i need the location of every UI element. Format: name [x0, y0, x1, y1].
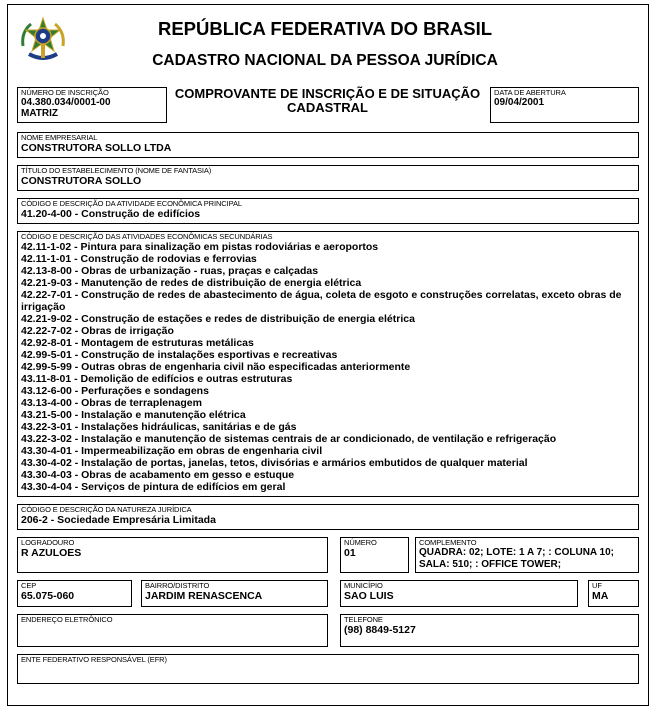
logradouro-label: LOGRADOURO — [21, 538, 75, 547]
municipio-label: MUNICÍPIO — [344, 581, 383, 590]
atividade-secundaria-item: 43.30-4-02 - Instalação de portas, janelas, tetos, divisórias e armários embutidos de qualquer material — [21, 457, 528, 469]
atividade-secundaria-item: 43.30-4-01 - Impermeabilização em obras de engenharia civil — [21, 445, 323, 457]
cep-label: CEP — [21, 581, 37, 590]
natureza-value: 206-2 - Sociedade Empresária Limitada — [21, 514, 216, 526]
registry-heading: CADASTRO NACIONAL DA PESSOA JURÍDICA — [152, 52, 498, 69]
abertura-value: 09/04/2001 — [494, 97, 545, 108]
numero-label: NÚMERO — [344, 538, 377, 547]
atividade-secundaria-item: 43.12-6-00 - Perfurações e sondagens — [21, 385, 209, 397]
atividade-secundaria-item: 42.21-9-03 - Manutenção de redes de distribuição de energia elétrica — [21, 277, 362, 289]
atividade-secundaria-item: 42.99-5-99 - Outras obras de engenharia civil não especificadas anteriormente — [21, 361, 411, 373]
natureza-box — [17, 504, 639, 530]
atividade-secundaria-item: 43.30-4-03 - Obras de acabamento em gesso e estuque — [21, 469, 295, 481]
atividade-secundaria-item: 42.13-8-00 - Obras de urbanização - ruas, praças e calçadas — [21, 265, 319, 277]
logradouro-value: R AZULOES — [21, 547, 82, 559]
uf-label: UF — [592, 581, 602, 590]
telefone-value: (98) 8849-5127 — [344, 624, 416, 636]
email-label: ENDEREÇO ELETRÔNICO — [21, 615, 113, 624]
nome-empresarial-box — [17, 132, 639, 158]
atividade-secundaria-item: 43.21-5-00 - Instalação e manutenção elétrica — [21, 409, 246, 421]
atividade-secundaria-item: 43.13-4-00 - Obras de terraplenagem — [21, 397, 202, 409]
inscricao-type: MATRIZ — [21, 108, 59, 119]
atividade-secundaria-item: 42.11-1-01 - Construção de rodovias e ferrovias — [21, 253, 257, 265]
municipio-value: SAO LUIS — [344, 590, 394, 602]
republic-heading: REPÚBLICA FEDERATIVA DO BRASIL — [157, 18, 493, 39]
atividade-secundaria-item: 43.11-8-01 - Demolição de edifícios e outras estruturas — [21, 373, 293, 385]
fantasia-box — [17, 165, 639, 191]
bairro-value: JARDIM RENASCENCA — [145, 590, 263, 602]
nome-empresarial-value: CONSTRUTORA SOLLO LTDA — [21, 142, 172, 154]
atividade-secundaria-item: 42.21-9-02 - Construção de estações e redes de distribuição de energia elétrica — [21, 313, 415, 325]
complemento-box — [415, 537, 639, 573]
inscricao-value: 04.380.034/0001-00 — [21, 97, 111, 108]
efr-box — [17, 654, 639, 684]
uf-value: MA — [592, 590, 609, 602]
atividades-secundarias-list — [21, 241, 635, 493]
atividade-secundaria-item: 42.92-8-01 - Montagem de estruturas metálicas — [21, 337, 254, 349]
atividade-secundaria-item: 43.22-3-01 - Instalações hidráulicas, sanitárias e de gás — [21, 421, 297, 433]
complemento-line1: QUADRA: 02; LOTE: 1 A 7; : COLUNA 10; — [419, 547, 615, 558]
telefone-label: TELEFONE — [344, 615, 383, 624]
abertura-box — [490, 87, 639, 123]
cep-value: 65.075-060 — [21, 590, 75, 602]
atividades-secundarias-box — [17, 231, 639, 497]
bairro-label: BAIRRO/DISTRITO — [145, 581, 210, 590]
document-title: COMPROVANTE DE INSCRIÇÃO E DE SITUAÇÃO CADASTRAL — [174, 86, 481, 115]
municipio-box — [340, 580, 578, 607]
uf-box — [588, 580, 639, 607]
nome-empresarial-label: NOME EMPRESARIAL — [21, 133, 98, 142]
inscricao-label: NÚMERO DE INSCRIÇÃO — [21, 88, 109, 97]
numero-box — [340, 537, 409, 573]
atividade-secundaria-item: 43.22-3-02 - Instalação e manutenção de sistemas centrais de ar condicionado, de ventilação e refrigeração — [21, 433, 557, 445]
inscricao-box — [17, 87, 167, 123]
bairro-box — [141, 580, 328, 607]
atividade-secundaria-item: 42.22-7-01 - Construção de redes de abastecimento de água, coleta de esgoto e construções correlatas, exceto obras de irrigação — [21, 289, 622, 313]
atividade-secundaria-item: 42.99-5-01 - Construção de instalações esportivas e recreativas — [21, 349, 338, 361]
atividade-principal-label: CÓDIGO E DESCRIÇÃO DA ATIVIDADE ECONÔMICA PRINCIPAL — [21, 199, 242, 208]
efr-label: ENTE FEDERATIVO RESPONSÁVEL (EFR) — [21, 655, 167, 664]
telefone-box — [340, 614, 639, 647]
natureza-label: CÓDIGO E DESCRIÇÃO DA NATUREZA JURÍDICA — [21, 505, 192, 514]
fantasia-value: CONSTRUTORA SOLLO — [21, 175, 142, 187]
cep-box — [17, 580, 132, 607]
numero-value: 01 — [344, 547, 356, 559]
complemento-line2: SALA: 510; : OFFICE TOWER; — [419, 559, 562, 570]
logradouro-box — [17, 537, 328, 573]
atividade-principal-value: 41.20-4-00 - Construção de edifícios — [21, 208, 201, 220]
fantasia-label: TÍTULO DO ESTABELECIMENTO (NOME DE FANTASIA) — [21, 166, 212, 175]
complemento-label: COMPLEMENTO — [419, 538, 477, 547]
atividade-secundaria-item: 42.11-1-02 - Pintura para sinalização em pistas rodoviárias e aeroportos — [21, 241, 379, 253]
atividade-principal-box — [17, 198, 639, 224]
atividades-secundarias-label: CÓDIGO E DESCRIÇÃO DAS ATIVIDADES ECONÔMICAS SECUNDÁRIAS — [21, 232, 273, 241]
abertura-label: DATA DE ABERTURA — [494, 88, 566, 97]
atividade-secundaria-item: 42.22-7-02 - Obras de irrigação — [21, 325, 174, 337]
email-box — [17, 614, 328, 647]
atividade-secundaria-item: 43.30-4-04 - Serviços de pintura de edifícios em geral — [21, 481, 286, 493]
